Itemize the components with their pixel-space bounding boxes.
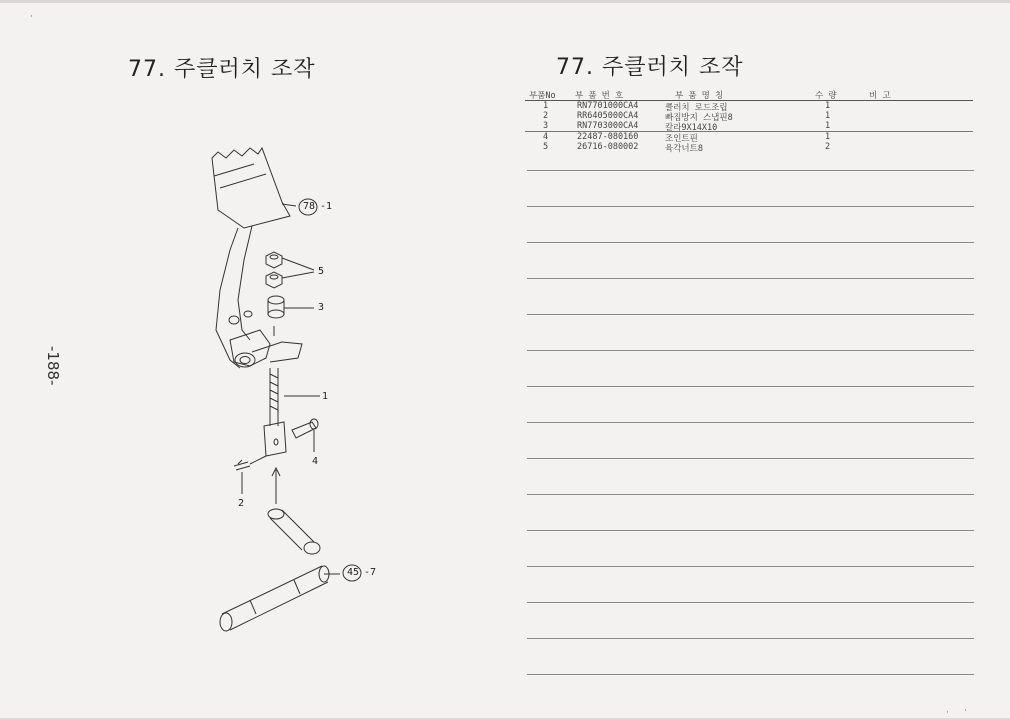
callout-1: 1 — [322, 391, 329, 402]
ruled-line — [527, 206, 974, 207]
callout-4: 4 — [312, 456, 319, 467]
page-number: -188- — [44, 346, 62, 386]
callout-3: 3 — [318, 302, 325, 313]
callout-2: 2 — [238, 498, 245, 509]
ruled-line — [527, 458, 974, 459]
parts-table-header — [525, 88, 973, 101]
row-qty: 1 — [825, 121, 831, 131]
collar — [268, 296, 284, 318]
ruled-line — [527, 494, 974, 495]
scan-speck: · — [964, 706, 967, 716]
row-no: 3 — [543, 121, 549, 131]
row-no: 4 — [543, 132, 549, 142]
header-part-no: 부 품 번 호 — [575, 91, 624, 101]
ruled-line — [527, 386, 974, 387]
callout-ref-78-suffix: -1 — [320, 201, 333, 212]
row-part-no: RN7701000CA4 — [577, 101, 639, 111]
row-part-no: 26716-080002 — [577, 142, 639, 152]
row-name: 빠짐방지 스냅핀8 — [665, 113, 733, 123]
row-qty: 2 — [825, 142, 831, 152]
row-name: 클러치 로드조립 — [665, 103, 728, 113]
pedal-plate — [212, 148, 290, 228]
pedal-arm — [216, 228, 240, 368]
callout-5: 5 — [318, 266, 325, 277]
ruled-line — [527, 242, 974, 243]
row-qty: 1 — [825, 101, 831, 111]
header-remark: 비 고 — [869, 91, 891, 101]
ruled-line — [527, 530, 974, 531]
section-title-left: 77. 주클러치 조작 — [128, 57, 316, 82]
header-name: 부 품 명 칭 — [675, 91, 724, 101]
scan-speck: · — [946, 708, 949, 718]
row-qty: 1 — [825, 111, 831, 121]
ruled-line — [527, 422, 974, 423]
clutch-lever — [268, 509, 320, 554]
parts-table — [525, 88, 973, 152]
table-row — [525, 111, 973, 121]
row-qty: 1 — [825, 132, 831, 142]
table-row — [525, 101, 973, 111]
hex-nut-upper — [266, 252, 282, 268]
row-name: 조인트핀 — [665, 134, 698, 144]
ruled-line — [527, 638, 974, 639]
page-top-edge — [0, 0, 1010, 3]
snap-pin — [234, 460, 250, 470]
clutch-shaft — [220, 566, 329, 631]
row-part-no: RR6405000CA4 — [577, 111, 639, 121]
row-name: 칼라9X14X10 — [665, 123, 718, 133]
header-no: 부품No — [529, 91, 556, 101]
ruled-line — [527, 566, 974, 567]
table-row — [525, 142, 973, 152]
ruled-line — [527, 170, 974, 171]
section-title-right: 77. 주클러치 조작 — [556, 55, 744, 80]
row-no: 2 — [543, 111, 549, 121]
ruled-line — [527, 602, 974, 603]
clutch-rod — [264, 368, 286, 456]
row-no: 5 — [543, 142, 549, 152]
ruled-line — [527, 314, 974, 315]
hex-nut-lower — [266, 272, 282, 288]
row-part-no: 22487-080160 — [577, 132, 639, 142]
row-name: 육각너트8 — [665, 144, 703, 154]
ruled-line — [527, 278, 974, 279]
table-row — [525, 132, 973, 142]
ruled-line — [527, 674, 974, 675]
scan-speck: · — [30, 12, 33, 22]
callout-ref-45-suffix: -7 — [364, 567, 377, 578]
ruled-line — [527, 350, 974, 351]
row-no: 1 — [543, 101, 549, 111]
callout-ref-45: 45 — [347, 567, 360, 578]
callout-ref-78: 78 — [303, 201, 316, 212]
row-part-no: RN7703000CA4 — [577, 121, 639, 131]
header-qty: 수 량 — [815, 91, 837, 101]
table-row — [525, 121, 973, 132]
